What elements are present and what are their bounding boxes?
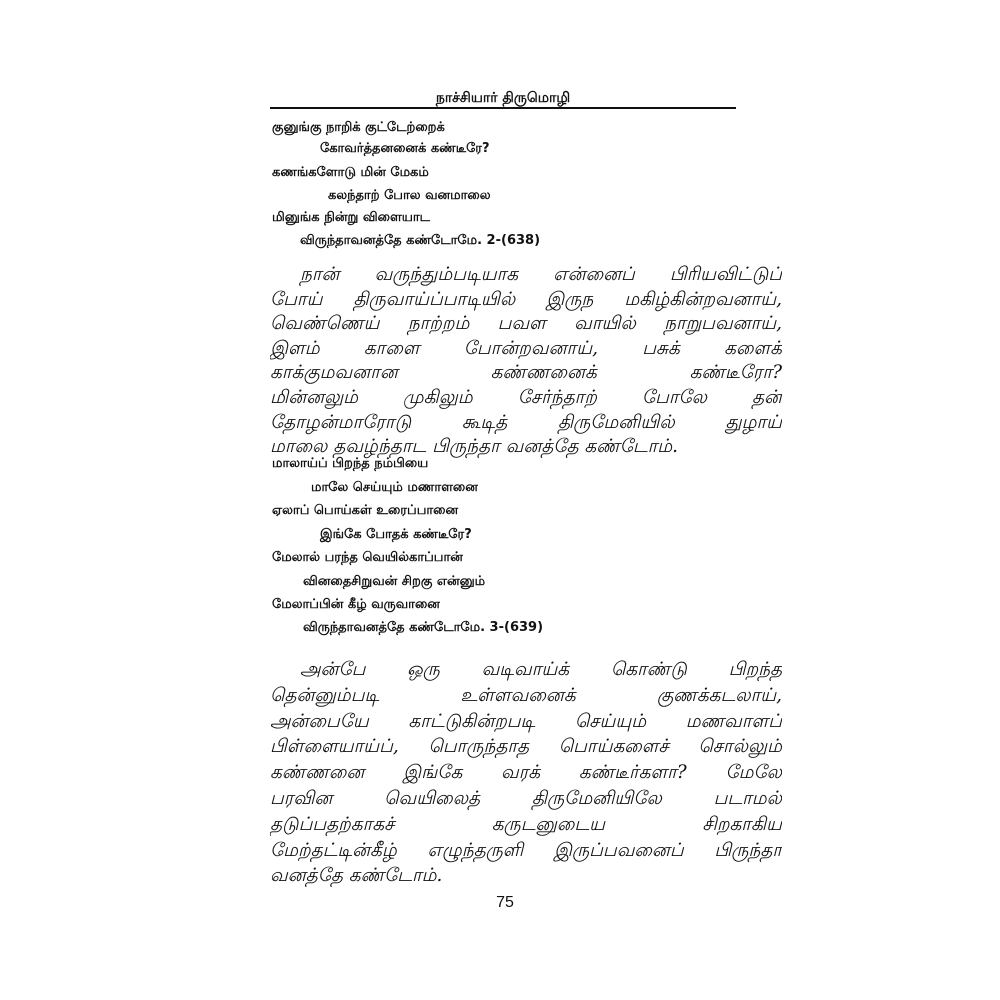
verse-line: மாலே செய்யும் மணாளனை [311, 480, 478, 495]
prose-line: காக்குமவனான கண்ணனைக் கண்டீரோ? [270, 362, 782, 384]
prose-line: மாலை தவழ்ந்தாட பிருந்தா வனத்தே கண்டோம். [270, 436, 679, 458]
prose-paragraph-2 [270, 657, 782, 889]
prose-line: தென்னும்படி உள்ளவனைக் குணக்கடலாய், [270, 684, 782, 706]
verse-line: வினதைசிறுவன் சிறகு என்னும் [303, 574, 486, 589]
page-header-title: நாச்சியார் திருமொழி [435, 90, 571, 106]
verse-line: குனுங்கு நாறிக் குட்டேற்றைக் [272, 120, 445, 135]
prose-line: அன்பே ஒரு வடிவாய்க் கொண்டு பிறந்த [300, 659, 782, 680]
prose-line: அன்பையே காட்டுகின்றபடி செய்யும் மணவாளப் [270, 710, 782, 732]
prose-line: பிள்ளையாய்ப், பொருந்தாத பொய்களைச் சொல்லும் [270, 736, 782, 758]
verse-line: ஏலாப் பொய்கள் உரைப்பானை [272, 503, 459, 518]
verse-line: கணங்களோடு மின் மேகம் [272, 165, 429, 180]
page-number: 75 [496, 894, 514, 911]
prose-line: கண்ணனை இங்கே வரக் கண்டீர்களா? மேலே [270, 762, 782, 784]
verse-line: மேலால் பரந்த வெயில்காப்பான் [272, 550, 463, 565]
prose-line: இளம் காளை போன்றவனாய், பசுக் களைக் [270, 337, 782, 359]
prose-paragraph-1 [270, 263, 782, 460]
verse-line: கோவர்த்தனனைக் கண்டீரே? [320, 141, 490, 156]
prose-line: தடுப்பதற்காகச் கருடனுடைய சிறகாகிய [270, 813, 782, 835]
verse-line: கலந்தாற் போல வனமாலை [328, 188, 491, 203]
verse-line: விருந்தாவனத்தே கண்டோமே. 3-(639) [303, 620, 544, 635]
verse-line: மாலாய்ப் பிறந்த நம்பியை [272, 456, 429, 471]
prose-line: பரவின வெயிலைத் திருமேனியிலே படாமல் [270, 787, 782, 809]
prose-line: வனத்தே கண்டோம். [270, 865, 443, 887]
verse-line: இங்கே போதக் கண்டீரே? [320, 527, 472, 542]
header-underline [270, 107, 736, 109]
prose-line: வெண்ணெய் நாற்றம் பவள வாயில் நாறுபவனாய், [270, 313, 782, 335]
prose-line: போய் திருவாய்ப்பாடியில் இருந மகிழ்கின்றவனாய், [270, 288, 782, 310]
prose-line: மேற்தட்டின்கீழ் எழுந்தருளி இருப்பவனைப் பிருந்தா [270, 839, 782, 861]
verse-line: மினுங்க நின்று விளையாட [272, 210, 430, 225]
prose-line: தோழன்மாரோடு கூடித் திருமேனியில் துழாய் [270, 411, 782, 433]
verse-line: மேலாப்பின் கீழ் வருவானை [272, 597, 440, 612]
verse-line: விருந்தாவனத்தே கண்டோமே. 2-(638) [300, 233, 541, 248]
prose-line: நான் வருந்தும்படியாக என்னைப் பிரியவிட்டுப் [300, 264, 782, 285]
prose-line: மின்னலும் முகிலும் சேர்ந்தாற் போலே தன் [270, 386, 782, 408]
